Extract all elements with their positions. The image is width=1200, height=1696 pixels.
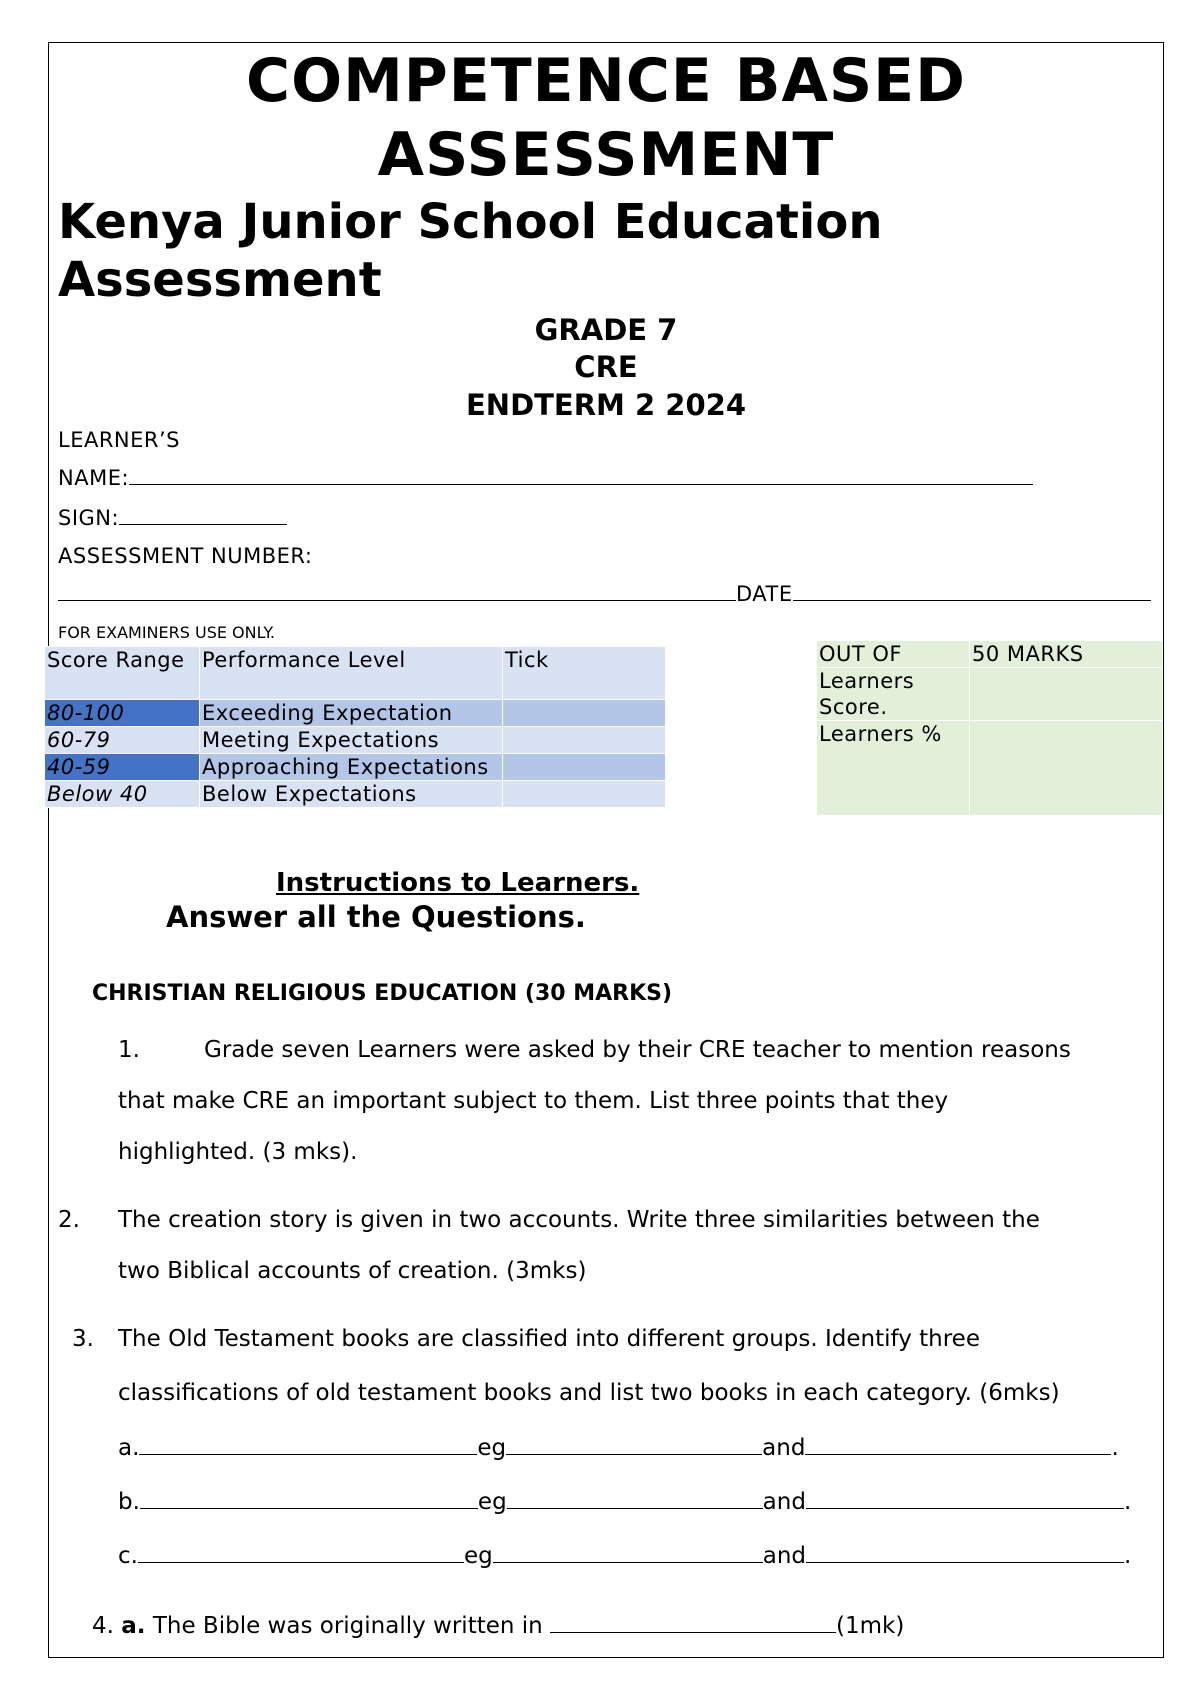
q1-text-line: Grade seven Learners were asked by their CRE teacher to mention reasons — [204, 1037, 1071, 1063]
sign-blank[interactable] — [119, 506, 287, 525]
instructions-heading: Instructions to Learners. — [276, 868, 640, 898]
score-range-cell: 80-100 — [45, 700, 200, 727]
learners-percent-value[interactable] — [970, 721, 1163, 816]
q1-number: 1. — [118, 1037, 140, 1063]
performance-header-row — [45, 647, 666, 700]
performance-row — [45, 754, 666, 781]
q4-line — [92, 1610, 904, 1641]
answer-label: a. — [118, 1435, 140, 1461]
q3-answer-line — [118, 1540, 1131, 1571]
q4-marks: (1mk) — [836, 1613, 905, 1639]
marks-row — [817, 668, 1163, 721]
marks-row — [817, 721, 1163, 816]
date-field[interactable] — [58, 581, 1151, 607]
subject-heading: CRE — [574, 350, 638, 384]
page-title: COMPETENCE BASED ASSESSMENT — [246, 46, 966, 190]
tick-cell[interactable] — [503, 754, 666, 781]
learners-score-value[interactable] — [970, 668, 1163, 721]
performance-level-cell: Meeting Expectations — [200, 727, 503, 754]
learners-percent-label: Learners % — [817, 721, 970, 816]
q4-text: The Bible was originally written in — [152, 1613, 543, 1639]
score-range-cell: 40-59 — [45, 754, 200, 781]
tick-cell[interactable] — [503, 781, 666, 808]
header-performance-level: Performance Level — [200, 647, 503, 700]
q3-answer-line — [118, 1486, 1131, 1517]
date-label: DATE — [736, 582, 793, 606]
book-blank[interactable] — [805, 1432, 1111, 1455]
q3-answer-line — [118, 1432, 1119, 1463]
score-range-cell: 60-79 — [45, 727, 200, 754]
examiners-note: FOR EXAMINERS USE ONLY. — [58, 623, 276, 642]
header-score-range: Score Range — [45, 647, 200, 700]
q2-text-line: two Biblical accounts of creation. (3mks) — [118, 1258, 587, 1284]
answer-label: c. — [118, 1543, 138, 1569]
q3-text-line: The Old Testament books are classified into different groups. Identify three — [118, 1326, 980, 1352]
tick-cell[interactable] — [503, 700, 666, 727]
assessment-number-blank[interactable] — [58, 582, 736, 601]
book-blank[interactable] — [806, 1540, 1124, 1563]
score-range-cell: Below 40 — [45, 781, 200, 808]
name-field[interactable] — [58, 465, 1033, 491]
marks-row — [817, 641, 1163, 668]
marks-table — [816, 640, 1163, 816]
line-end: . — [1123, 1489, 1132, 1515]
book-blank[interactable] — [506, 1432, 762, 1455]
q1-text-line: that make CRE an important subject to them. List three points that they — [118, 1088, 949, 1114]
date-blank[interactable] — [793, 582, 1151, 601]
performance-row — [45, 700, 666, 727]
classification-blank[interactable] — [140, 1486, 478, 1509]
q2-text-line: The creation story is given in two accounts. Write three similarities between the — [118, 1207, 1040, 1233]
q3-number: 3. — [72, 1326, 94, 1352]
page-subtitle: Kenya Junior School Education Assessment — [58, 194, 883, 308]
book-blank[interactable] — [493, 1540, 763, 1563]
performance-level-cell: Below Expectations — [200, 781, 503, 808]
eg-label: eg — [463, 1543, 493, 1569]
header-tick: Tick — [503, 647, 666, 700]
performance-row — [45, 727, 666, 754]
learners-score-label: Learners Score. — [817, 668, 970, 721]
out-of-value: 50 MARKS — [970, 641, 1163, 668]
performance-level-cell: Approaching Expectations — [200, 754, 503, 781]
and-label: and — [762, 1489, 806, 1515]
eg-label: eg — [477, 1489, 507, 1515]
performance-table — [44, 646, 666, 808]
classification-blank[interactable] — [139, 1432, 477, 1455]
and-label: and — [762, 1543, 806, 1569]
q3-text-line: classifications of old testament books and list two books in each category. (6mks) — [118, 1380, 1060, 1406]
q4-part-label: a. — [121, 1613, 146, 1639]
term-heading: ENDTERM 2 2024 — [465, 388, 747, 422]
q1-text-line: highlighted. (3 mks). — [118, 1139, 358, 1165]
out-of-label: OUT OF — [817, 641, 970, 668]
book-blank[interactable] — [507, 1486, 763, 1509]
classification-blank[interactable] — [138, 1540, 464, 1563]
name-label: NAME: — [58, 466, 130, 490]
and-label: and — [762, 1435, 806, 1461]
line-end: . — [1124, 1543, 1132, 1569]
name-blank[interactable] — [129, 466, 1033, 485]
q2-number: 2. — [58, 1207, 80, 1233]
performance-row — [45, 781, 666, 808]
section-title: CHRISTIAN RELIGIOUS EDUCATION (30 MARKS) — [92, 981, 673, 1006]
sign-label: SIGN: — [58, 506, 120, 530]
sign-field[interactable] — [58, 505, 287, 531]
q4-blank[interactable] — [550, 1610, 836, 1633]
learners-label: LEARNER’S — [58, 428, 180, 452]
line-end: . — [1111, 1435, 1119, 1461]
assessment-number-label: ASSESSMENT NUMBER: — [58, 544, 313, 568]
grade-heading: GRADE 7 — [534, 313, 678, 347]
book-blank[interactable] — [806, 1486, 1124, 1509]
q4-number: 4. — [92, 1613, 114, 1639]
performance-level-cell: Exceeding Expectation — [200, 700, 503, 727]
answer-label: b. — [118, 1489, 140, 1515]
tick-cell[interactable] — [503, 727, 666, 754]
instructions-text: Answer all the Questions. — [166, 900, 586, 934]
eg-label: eg — [477, 1435, 507, 1461]
